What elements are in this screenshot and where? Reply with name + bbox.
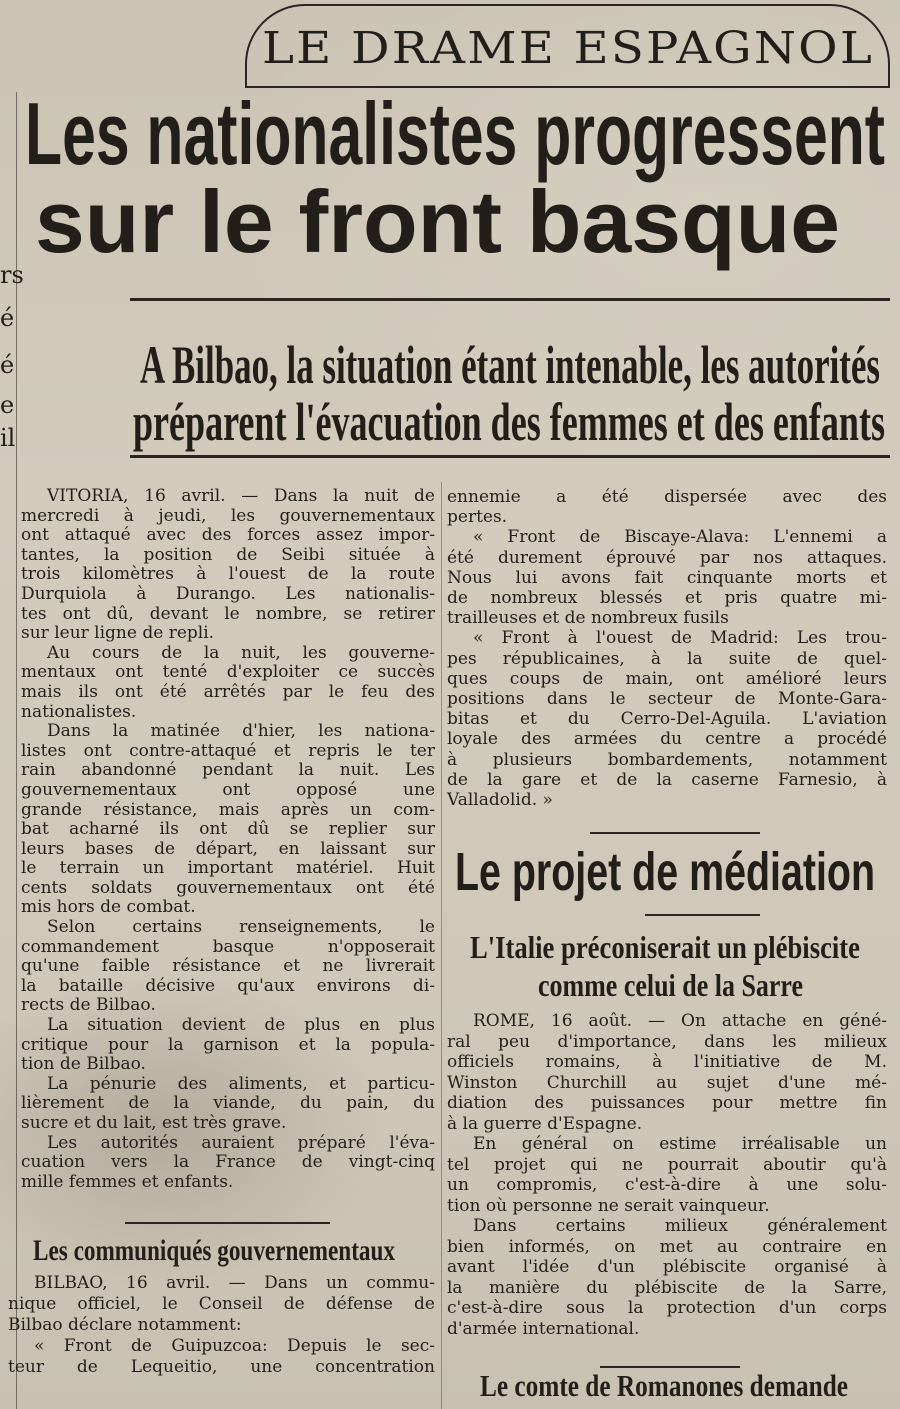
text-line: pertes. <box>447 507 508 528</box>
text-line: lièrement de la viande, du pain, du <box>21 1093 435 1114</box>
text-line: d'armée international. <box>447 1318 640 1339</box>
text-line: listes ont contre-attaqué et repris le ter <box>21 740 435 761</box>
mediation-rule-top <box>590 832 760 834</box>
text-line: mais ils ont été arrêtés par le feu des <box>21 681 435 702</box>
text-line: tantes, la position de Seibi située à <box>21 544 435 565</box>
text-line: « Front à l'ouest de Madrid: Les trou- <box>473 628 887 649</box>
text-line: qu'une faible résistance et ne livrerait <box>21 956 435 977</box>
text-line: nique officiel, le Conseil de défense de <box>8 1294 435 1314</box>
right-column-text <box>447 487 887 810</box>
margin-fragment: e <box>0 391 15 419</box>
text-line: ennemie a été dispersée avec des <box>447 487 887 507</box>
subheadline-line-2-box <box>133 393 885 451</box>
text-line: pes républicaines, à la suite de quel- <box>447 648 887 669</box>
text-line: trois kilomètres à l'ouest de la route <box>21 564 435 585</box>
mediation-subheading-1-box <box>470 928 860 966</box>
column-rule-left <box>16 92 17 1409</box>
headline-line-2: sur le front basque <box>35 172 840 271</box>
subheadline-line-1-box <box>140 336 880 394</box>
text-line: c'est-à-dire sous la protection d'un corps <box>447 1298 887 1318</box>
text-line: mentaux ont tenté d'exploiter ce succès <box>21 662 435 683</box>
text-line: cents soldats gouvernementaux ont été <box>21 877 435 898</box>
text-line: Dans certains milieux généralement <box>473 1216 887 1236</box>
mediation-subheading-1: L'Italie préconiserait un plébiscite <box>470 929 860 965</box>
communiques-rule <box>125 1222 330 1224</box>
text-line: ral peu d'importance, dans les milieux <box>447 1031 887 1052</box>
text-line: En général on estime irréalisable un <box>473 1134 887 1154</box>
communiques-heading: Les communiqués gouvernementaux <box>33 1234 395 1267</box>
text-line: BILBAO, 16 avril. — Dans un commu- <box>34 1273 435 1293</box>
text-line: avant l'idée d'un plébiscite organisé à <box>447 1257 887 1277</box>
text-line: la bataille décisive qu'aux environs di- <box>21 975 435 996</box>
mediation-heading-box <box>455 840 875 904</box>
subheadline-line-1: A Bilbao, la situation étant intenable, les autorités <box>140 335 880 395</box>
text-line: diation des puissances pour mettre fin <box>447 1093 887 1113</box>
column-rule-middle <box>441 482 442 1409</box>
headline-rule <box>130 298 890 301</box>
text-line: tel projet qui ne pourrait aboutir qu'à <box>447 1154 887 1175</box>
mediation-text <box>447 1011 887 1339</box>
text-line: bitas et du Cerro-Del-Aguila. L'aviation <box>447 709 887 730</box>
next-article-heading-box <box>480 1369 848 1403</box>
text-line: Winston Churchill au sujet d'une mé- <box>447 1072 887 1093</box>
text-line: loyale des armées du centre a procédé <box>447 729 887 750</box>
text-line: Durquiola à Durango. Les nationalis- <box>21 583 435 604</box>
text-line: la manière du plébiscite de la Sarre, <box>447 1277 887 1298</box>
communiques-heading-box <box>33 1233 395 1269</box>
text-line: tion où personne ne serait vainqueur. <box>447 1195 770 1216</box>
section-label: LE DRAME ESPAGNOL <box>262 23 874 74</box>
headline-line-1-box <box>25 84 885 183</box>
text-line: Dans la matinée d'hier, les nationa- <box>47 721 435 742</box>
section-label-container <box>262 20 874 78</box>
text-line: bien informés, on met au contraire en <box>447 1236 887 1257</box>
text-line: de la gare et de la caserne Farnesio, à <box>447 769 887 790</box>
text-line: nationalistes. <box>21 701 137 722</box>
text-line: à plusieurs bombardements, notamment <box>447 749 887 770</box>
headline-line-2-box <box>35 172 840 271</box>
text-line: ROME, 16 août. — On attache en géné- <box>473 1011 887 1031</box>
text-line: officiels romains, à l'initiative de M. <box>447 1052 887 1072</box>
text-line: rects de Bilbao. <box>21 995 156 1016</box>
text-line: Bilbao déclare notamment: <box>8 1315 242 1335</box>
next-article-heading: Le comte de Romanones demande <box>480 1368 848 1403</box>
text-line: teur de Lequeitio, une concentration <box>8 1357 435 1377</box>
mediation-subheading-2-box <box>538 966 803 1004</box>
text-line: ont attaqué avec des forces assez impor- <box>21 525 435 546</box>
text-line: VITORIA, 16 avril. — Dans la nuit de <box>47 486 435 506</box>
text-line: un compromis, c'est-à-dire à une solu- <box>447 1175 887 1195</box>
headline-line-1: Les nationalistes progressent <box>25 84 885 183</box>
text-line: positions dans le secteur de Monte-Gara- <box>447 689 887 710</box>
text-line: Valladolid. » <box>447 790 553 811</box>
text-line: Les autorités auraient préparé l'éva- <box>47 1132 435 1153</box>
mediation-heading: Le projet de médiation <box>455 842 875 902</box>
margin-fragment: il <box>0 424 16 452</box>
text-line: « Front de Biscaye-Alava: L'ennemi a <box>473 527 887 548</box>
text-line: de nombreux blessés et pris quatre mi- <box>447 588 887 609</box>
text-line: cuation vers la France de vingt-cinq <box>21 1152 435 1173</box>
text-line: Au cours de la nuit, les gouverne- <box>47 642 435 663</box>
text-line: sur leur ligne de repli. <box>21 623 215 644</box>
margin-fragment: é <box>0 351 15 379</box>
text-line: mercredi à jeudi, les gouvernementaux <box>21 505 435 526</box>
text-line: critique pour la garnison et la popula- <box>21 1034 435 1055</box>
text-line: commandement basque n'opposerait <box>21 936 435 957</box>
communiques-text <box>8 1273 435 1378</box>
text-line: grande résistance, mais après un com- <box>21 799 435 820</box>
text-line: sucre et du lait, est très grave. <box>21 1113 287 1133</box>
subheadline-rule <box>130 455 890 458</box>
margin-fragment: rs <box>0 261 24 289</box>
subheadline-line-2: préparent l'évacuation des femmes et des enfants <box>133 392 885 452</box>
mediation-subheading-2: comme celui de la Sarre <box>538 967 803 1003</box>
text-line: mille femmes et enfants. <box>21 1171 234 1192</box>
left-column-text <box>21 487 435 1192</box>
text-line: mis hors de combat. <box>21 897 196 918</box>
mediation-rule-bottom <box>645 914 760 916</box>
text-line: tion de Bilbao. <box>21 1054 146 1075</box>
text-line: à la guerre d'Espagne. <box>447 1113 643 1134</box>
text-line: gouvernementaux ont opposé une <box>21 779 435 800</box>
text-line: ques coups de main, ont amélioré leurs <box>447 668 887 689</box>
text-line: La situation devient de plus en plus <box>47 1015 435 1036</box>
text-line: leurs bases de départ, en laissant sur <box>21 838 435 859</box>
text-line: « Front de Guipuzcoa: Depuis le sec- <box>34 1336 435 1356</box>
margin-fragment: é <box>0 304 15 332</box>
text-line: le terrain un important matériel. Huit <box>21 858 435 879</box>
text-line: trailleuses et de nombreux fusils <box>447 608 729 629</box>
text-line: rain abandonné pendant la nuit. Les <box>21 760 435 781</box>
text-line: tes ont dû, devant le nombre, se retirer <box>21 603 435 624</box>
text-line: bat acharné ils ont dû se replier sur <box>21 819 435 840</box>
text-line: été durement éprouvé par nos attaques. <box>447 547 887 568</box>
text-line: La pénurie des aliments, et particu- <box>47 1073 435 1094</box>
text-line: Selon certains renseignements, le <box>47 917 435 938</box>
text-line: Nous lui avons fait cinquante morts et <box>447 567 887 588</box>
